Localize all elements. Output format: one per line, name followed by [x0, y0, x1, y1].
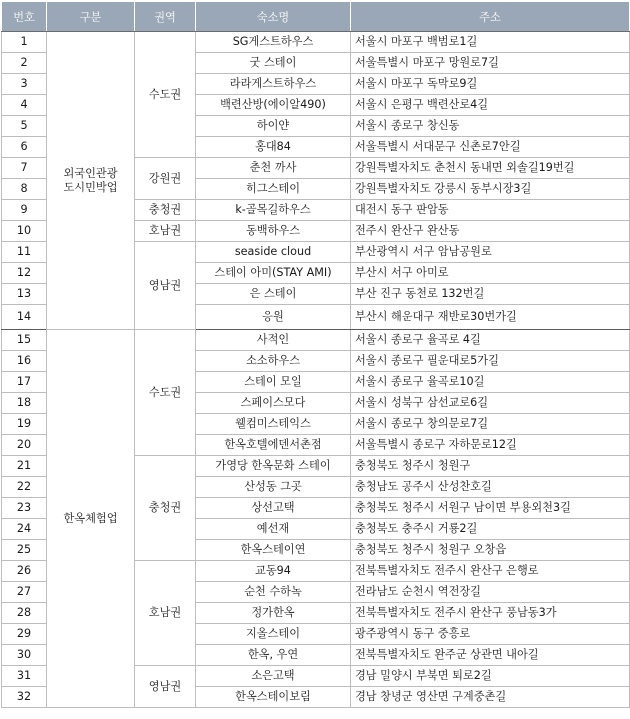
lodging-name-cell: 한옥, 우연	[196, 645, 351, 666]
row-number: 6	[2, 137, 47, 158]
address-cell: 서울시 종로구 창신동	[351, 116, 630, 137]
address-cell: 경남 창녕군 영산면 구계중촌길	[351, 687, 630, 708]
lodging-name-cell: 소은고택	[196, 666, 351, 687]
row-number: 20	[2, 435, 47, 456]
lodging-name-cell: 한옥호텔에덴서촌점	[196, 435, 351, 456]
row-number: 29	[2, 624, 47, 645]
header-row	[2, 2, 630, 32]
region-cell: 수도권	[135, 330, 196, 456]
table-row	[2, 32, 630, 53]
lodging-name-cell: 소소하우스	[196, 351, 351, 372]
row-number: 30	[2, 645, 47, 666]
address-cell: 전북특별자치도 전주시 완산구 은행로	[351, 561, 630, 582]
lodging-name-cell: 동백하우스	[196, 221, 351, 242]
category-cell: 외국인관광 도시민박업	[47, 32, 135, 330]
row-number: 13	[2, 284, 47, 305]
row-number: 12	[2, 263, 47, 284]
region-cell: 영남권	[135, 666, 196, 708]
address-cell: 경남 밀양시 부북면 퇴로2길	[351, 666, 630, 687]
lodging-name-cell: 라라게스트하우스	[196, 74, 351, 95]
row-number: 32	[2, 687, 47, 708]
lodging-name-cell: 사적인	[196, 330, 351, 351]
address-cell: 전주시 완산구 완산동	[351, 221, 630, 242]
lodging-name-cell: 한옥스테이보림	[196, 687, 351, 708]
lodging-name-cell: 웰컴미스테익스	[196, 414, 351, 435]
address-cell: 부산시 해운대구 재반로30번가길	[351, 305, 630, 330]
lodging-name-cell: 교동94	[196, 561, 351, 582]
address-cell: 서울특별시 서대문구 신촌로7안길	[351, 137, 630, 158]
row-number: 28	[2, 603, 47, 624]
region-cell: 호남권	[135, 221, 196, 242]
lodging-name-cell: 홍대84	[196, 137, 351, 158]
address-cell: 서울특별시 종로구 자하문로12길	[351, 435, 630, 456]
header-address: 주소	[351, 2, 630, 32]
header-number: 번호	[2, 2, 47, 32]
address-cell: 서울시 마포구 백범로1길	[351, 32, 630, 53]
lodging-name-cell: 가영당 한옥문화 스테이	[196, 456, 351, 477]
address-cell: 광주광역시 동구 중흥로	[351, 624, 630, 645]
lodging-name-cell: 하이얀	[196, 116, 351, 137]
lodging-name-cell: 백련산방(에이알490)	[196, 95, 351, 116]
header-lodging-name: 숙소명	[196, 2, 351, 32]
lodging-name-cell: 한옥스테이연	[196, 540, 351, 561]
row-number: 11	[2, 242, 47, 263]
region-cell: 충청권	[135, 456, 196, 561]
address-cell: 충청남도 공주시 산성찬호길	[351, 477, 630, 498]
header-region: 권역	[135, 2, 196, 32]
region-cell: 영남권	[135, 242, 196, 330]
address-cell: 부산광역시 서구 암남공원로	[351, 242, 630, 263]
row-number: 1	[2, 32, 47, 53]
lodging-name-cell: 스테이 아미(STAY AMI)	[196, 263, 351, 284]
lodging-name-cell: 스테이 모일	[196, 372, 351, 393]
lodging-name-cell: seaside cloud	[196, 242, 351, 263]
row-number: 14	[2, 305, 47, 330]
region-cell: 충청권	[135, 200, 196, 221]
address-cell: 강원특별자치도 강릉시 동부시장3길	[351, 179, 630, 200]
row-number: 8	[2, 179, 47, 200]
row-number: 19	[2, 414, 47, 435]
address-cell: 강원특별자치도 춘천시 동내면 외솔길19번길	[351, 158, 630, 179]
address-cell: 서울시 마포구 독막로9길	[351, 74, 630, 95]
row-number: 10	[2, 221, 47, 242]
address-cell: 충청북도 청주시 청원구 오창읍	[351, 540, 630, 561]
category-cell: 한옥체험업	[47, 330, 135, 708]
address-cell: 서울시 종로구 율곡로10길	[351, 372, 630, 393]
address-cell: 서울시 성북구 삼선교로6길	[351, 393, 630, 414]
lodging-name-cell: 응원	[196, 305, 351, 330]
lodging-name-cell: 은 스테이	[196, 284, 351, 305]
lodging-name-cell: 스페이스모다	[196, 393, 351, 414]
address-cell: 전북특별자치도 완주군 상관면 내아길	[351, 645, 630, 666]
row-number: 3	[2, 74, 47, 95]
row-number: 26	[2, 561, 47, 582]
address-cell: 서울특별시 마포구 망원로7길	[351, 53, 630, 74]
row-number: 24	[2, 519, 47, 540]
lodging-name-cell: 상선고택	[196, 498, 351, 519]
lodging-name-cell: 굿 스테이	[196, 53, 351, 74]
row-number: 18	[2, 393, 47, 414]
address-cell: 충청북도 청주시 서원구 남이면 부용외천3길	[351, 498, 630, 519]
lodging-name-cell: 춘천 까사	[196, 158, 351, 179]
address-cell: 서울시 종로구 필운대로5가길	[351, 351, 630, 372]
accommodation-table	[1, 1, 630, 708]
lodging-name-cell: 순천 수하녹	[196, 582, 351, 603]
row-number: 16	[2, 351, 47, 372]
row-number: 4	[2, 95, 47, 116]
lodging-name-cell: 히그스테이	[196, 179, 351, 200]
row-number: 25	[2, 540, 47, 561]
table-row	[2, 330, 630, 351]
region-cell: 강원권	[135, 158, 196, 200]
lodging-name-cell: 예선재	[196, 519, 351, 540]
row-number: 5	[2, 116, 47, 137]
region-cell: 호남권	[135, 561, 196, 666]
row-number: 15	[2, 330, 47, 351]
row-number: 31	[2, 666, 47, 687]
address-cell: 대전시 동구 판암동	[351, 200, 630, 221]
table-body	[2, 32, 630, 708]
address-cell: 서울시 종로구 율곡로 4길	[351, 330, 630, 351]
lodging-name-cell: 산성동 그곳	[196, 477, 351, 498]
region-cell: 수도권	[135, 32, 196, 158]
row-number: 17	[2, 372, 47, 393]
accommodation-table-container	[1, 1, 629, 708]
address-cell: 서울시 종로구 창의문로7길	[351, 414, 630, 435]
row-number: 21	[2, 456, 47, 477]
row-number: 9	[2, 200, 47, 221]
lodging-name-cell: 정가한옥	[196, 603, 351, 624]
lodging-name-cell: SG게스트하우스	[196, 32, 351, 53]
row-number: 7	[2, 158, 47, 179]
row-number: 2	[2, 53, 47, 74]
row-number: 27	[2, 582, 47, 603]
row-number: 22	[2, 477, 47, 498]
lodging-name-cell: 지올스테이	[196, 624, 351, 645]
address-cell: 부산 진구 동천로 132번길	[351, 284, 630, 305]
row-number: 23	[2, 498, 47, 519]
address-cell: 충청북도 충주시 거룡2길	[351, 519, 630, 540]
lodging-name-cell: k-골목길하우스	[196, 200, 351, 221]
address-cell: 서울시 은평구 백련산로4길	[351, 95, 630, 116]
address-cell: 전라남도 순천시 역전장길	[351, 582, 630, 603]
address-cell: 전북특별자치도 전주시 완산구 풍남동3가	[351, 603, 630, 624]
header-category: 구분	[47, 2, 135, 32]
address-cell: 부산시 서구 아미로	[351, 263, 630, 284]
address-cell: 충청북도 청주시 청원구	[351, 456, 630, 477]
